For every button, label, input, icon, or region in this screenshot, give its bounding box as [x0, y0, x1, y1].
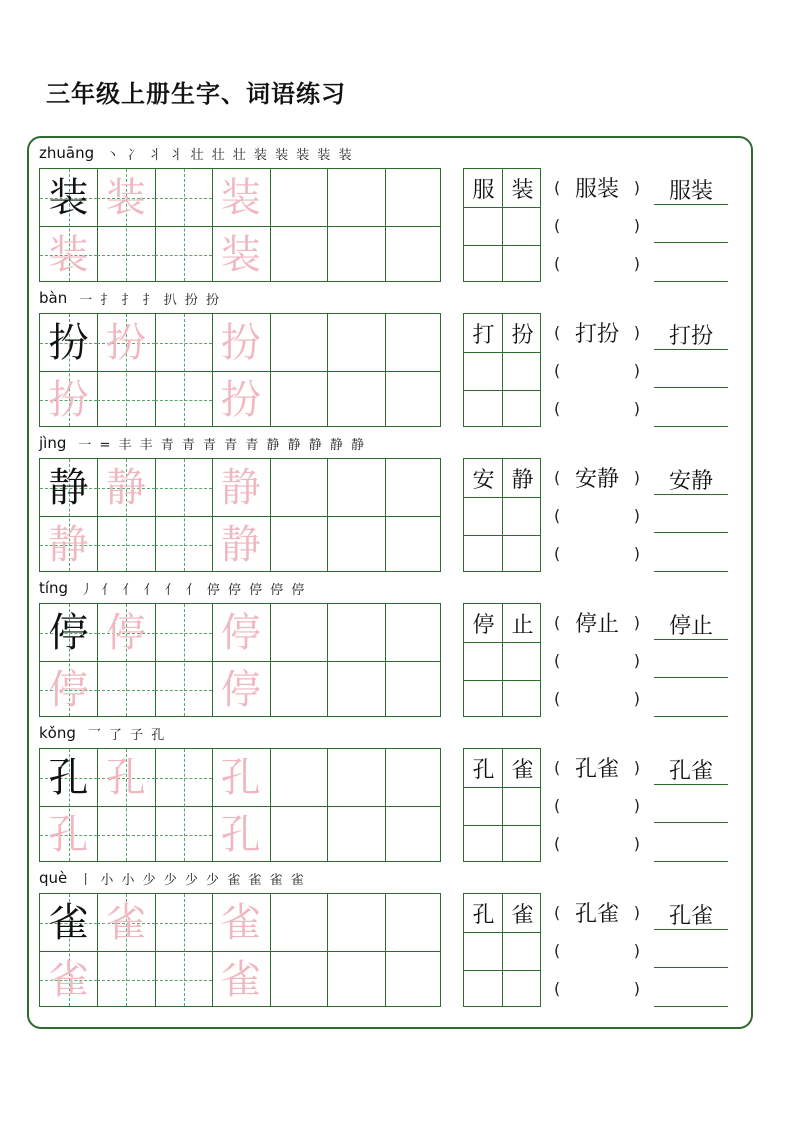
bracket-open: (	[554, 177, 561, 197]
writing-cell[interactable]	[270, 169, 327, 226]
word-grid	[463, 748, 541, 862]
bracket-blank[interactable]	[554, 213, 640, 237]
trace-character: 装	[105, 174, 146, 221]
writing-cell[interactable]	[97, 951, 154, 1008]
char-section	[0, 141, 793, 286]
answer-blank-line[interactable]	[654, 822, 728, 823]
writing-cell[interactable]	[385, 371, 442, 428]
word-character: 孔	[472, 757, 495, 783]
writing-cell[interactable]	[155, 516, 212, 573]
writing-cell[interactable]	[385, 806, 442, 863]
trace-character: 停	[220, 666, 261, 713]
trace-character: 雀	[105, 899, 146, 946]
word-grid	[463, 313, 541, 427]
answer-word: 停止	[668, 614, 713, 639]
bracket-close: )	[633, 757, 640, 777]
bracket-close: )	[633, 978, 640, 998]
grid-line	[464, 825, 540, 826]
writing-cell[interactable]	[155, 169, 212, 226]
writing-cell[interactable]	[270, 604, 327, 661]
bracket-open: (	[554, 795, 561, 815]
word-character: 安	[472, 467, 495, 493]
pinyin-row	[39, 141, 354, 165]
writing-cell[interactable]	[327, 894, 384, 951]
grid-line	[464, 245, 540, 246]
answer-word: 打扮	[668, 324, 713, 349]
bracket-close: )	[633, 833, 640, 853]
bracket-blank[interactable]	[554, 541, 640, 565]
writing-cell[interactable]	[327, 226, 384, 283]
grid-line	[464, 642, 540, 643]
bracket-open: (	[554, 940, 561, 960]
page-title: 三年级上册生字、词语练习	[46, 80, 346, 108]
word-character: 装	[511, 177, 534, 203]
trace-character: 静	[48, 521, 89, 568]
writing-cell[interactable]	[385, 604, 442, 661]
writing-cell[interactable]	[270, 894, 327, 951]
model-character: 孔	[48, 754, 89, 801]
writing-cell[interactable]	[327, 371, 384, 428]
char-section	[0, 576, 793, 721]
writing-cell[interactable]	[97, 806, 154, 863]
bracket-blank[interactable]	[554, 358, 640, 382]
writing-cell[interactable]	[385, 749, 442, 806]
writing-cell[interactable]	[155, 459, 212, 516]
trace-character: 扮	[220, 319, 261, 366]
writing-cell[interactable]	[155, 951, 212, 1008]
trace-character: 孔	[220, 811, 261, 858]
bracket-close: )	[633, 543, 640, 563]
bracket-word-text: 服装	[574, 176, 619, 202]
stroke-order: 一 扌 扌 扌 扒 扮 扮	[79, 292, 222, 308]
writing-cell[interactable]	[327, 951, 384, 1008]
bracket-open: (	[554, 467, 561, 487]
trace-character: 扮	[105, 319, 146, 366]
writing-cell[interactable]	[385, 951, 442, 1008]
answer-word: 服装	[668, 179, 713, 204]
bracket-close: )	[633, 177, 640, 197]
answer-blank-line[interactable]	[654, 426, 728, 427]
trace-character: 装	[220, 174, 261, 221]
writing-cell[interactable]	[385, 516, 442, 573]
word-character: 雀	[511, 902, 534, 928]
writing-cell[interactable]	[97, 226, 154, 283]
writing-cell[interactable]	[327, 459, 384, 516]
writing-cell[interactable]	[327, 516, 384, 573]
grid-line	[464, 787, 540, 788]
model-character: 扮	[48, 319, 89, 366]
answer-line	[654, 784, 728, 785]
writing-cell[interactable]	[155, 806, 212, 863]
bracket-word-text: 安静	[574, 466, 619, 492]
writing-cell[interactable]	[385, 661, 442, 718]
grid-line	[464, 970, 540, 971]
bracket-open: (	[554, 398, 561, 418]
bracket-word	[554, 175, 640, 202]
bracket-open: (	[554, 543, 561, 563]
writing-grid	[39, 313, 441, 427]
trace-character: 孔	[48, 811, 89, 858]
writing-cell[interactable]	[385, 459, 442, 516]
writing-grid	[39, 458, 441, 572]
bracket-word	[554, 320, 640, 347]
trace-character: 静	[220, 521, 261, 568]
writing-cell[interactable]	[327, 749, 384, 806]
model-character: 停	[48, 609, 89, 656]
word-character: 打	[472, 322, 495, 348]
pinyin-label: què	[39, 869, 68, 887]
trace-character: 扮	[48, 376, 89, 423]
word-grid	[463, 893, 541, 1007]
answer-word: 安静	[668, 469, 713, 494]
writing-cell[interactable]	[270, 749, 327, 806]
pinyin-label: zhuāng	[39, 144, 95, 162]
trace-character: 装	[48, 231, 89, 278]
answer-line	[654, 494, 728, 495]
trace-character: 雀	[48, 956, 89, 1003]
bracket-word	[554, 755, 640, 782]
writing-cell[interactable]	[155, 314, 212, 371]
bracket-open: (	[554, 215, 561, 235]
bracket-open: (	[554, 757, 561, 777]
bracket-open: (	[554, 650, 561, 670]
writing-cell[interactable]	[155, 661, 212, 718]
trace-character: 静	[220, 464, 261, 511]
bracket-close: )	[633, 215, 640, 235]
writing-cell[interactable]	[155, 371, 212, 428]
pinyin-label: jìng	[39, 434, 67, 452]
answer-blank-line[interactable]	[654, 861, 728, 862]
bracket-word-text: 孔雀	[574, 901, 619, 927]
pinyin-label: kǒng	[39, 724, 76, 742]
trace-character: 雀	[220, 956, 261, 1003]
grid-line	[464, 352, 540, 353]
bracket-word-text: 打扮	[574, 321, 619, 347]
bracket-word	[554, 610, 640, 637]
bracket-open: (	[554, 612, 561, 632]
answer-blank-line[interactable]	[654, 571, 728, 572]
word-character: 止	[511, 612, 534, 638]
writing-cell[interactable]	[385, 226, 442, 283]
pinyin-row	[39, 866, 306, 890]
trace-character: 停	[105, 609, 146, 656]
trace-character: 停	[48, 666, 89, 713]
bracket-close: )	[633, 322, 640, 342]
writing-grid	[39, 893, 441, 1007]
word-grid	[463, 458, 541, 572]
writing-cell[interactable]	[270, 661, 327, 718]
grid-line	[464, 207, 540, 208]
bracket-blank[interactable]	[554, 648, 640, 672]
answer-blank-line[interactable]	[654, 1006, 728, 1007]
writing-cell[interactable]	[385, 169, 442, 226]
writing-cell[interactable]	[270, 371, 327, 428]
writing-cell[interactable]	[155, 226, 212, 283]
writing-cell[interactable]	[155, 894, 212, 951]
answer-blank-line[interactable]	[654, 716, 728, 717]
answer-line	[654, 929, 728, 930]
pinyin-label: tíng	[39, 579, 69, 597]
bracket-blank[interactable]	[554, 503, 640, 527]
trace-character: 孔	[220, 754, 261, 801]
writing-grid	[39, 603, 441, 717]
writing-cell[interactable]	[385, 314, 442, 371]
pinyin-row	[39, 721, 166, 745]
bracket-blank[interactable]	[554, 976, 640, 1000]
bracket-blank[interactable]	[554, 396, 640, 420]
char-section	[0, 286, 793, 431]
bracket-close: )	[633, 253, 640, 273]
writing-grid	[39, 748, 441, 862]
answer-word: 孔雀	[668, 904, 713, 929]
char-section	[0, 866, 793, 1011]
bracket-blank[interactable]	[554, 831, 640, 855]
trace-character: 雀	[220, 899, 261, 946]
bracket-open: (	[554, 978, 561, 998]
model-character: 静	[48, 464, 89, 511]
stroke-order: 丶 冫 丬 丬 壮 壮 壮 装 装 装 装 装	[106, 147, 354, 163]
bracket-word-text: 孔雀	[574, 756, 619, 782]
word-character: 停	[472, 612, 495, 638]
bracket-close: )	[633, 940, 640, 960]
bracket-word	[554, 900, 640, 927]
stroke-order: 丿 亻 亻 亻 亻 亻 停 停 停 停 停	[80, 582, 307, 598]
bracket-close: )	[633, 398, 640, 418]
answer-blank-line[interactable]	[654, 281, 728, 282]
writing-cell[interactable]	[327, 806, 384, 863]
char-section	[0, 431, 793, 576]
pinyin-row	[39, 286, 221, 310]
writing-cell[interactable]	[270, 516, 327, 573]
bracket-close: )	[633, 650, 640, 670]
writing-cell[interactable]	[270, 314, 327, 371]
char-section	[0, 721, 793, 866]
bracket-close: )	[633, 612, 640, 632]
answer-blank-line[interactable]	[654, 387, 728, 388]
writing-cell[interactable]	[97, 516, 154, 573]
grid-line	[464, 535, 540, 536]
grid-line	[464, 932, 540, 933]
writing-cell[interactable]	[97, 371, 154, 428]
writing-cell[interactable]	[155, 604, 212, 661]
answer-line	[654, 639, 728, 640]
answer-blank-line[interactable]	[654, 242, 728, 243]
stroke-order: 一 = 丰 丰 青 青 青 青 青 静 静 静 静 静	[78, 437, 366, 453]
word-grid	[463, 603, 541, 717]
bracket-open: (	[554, 902, 561, 922]
writing-cell[interactable]	[270, 459, 327, 516]
bracket-word	[554, 465, 640, 492]
bracket-blank[interactable]	[554, 686, 640, 710]
bracket-open: (	[554, 688, 561, 708]
writing-cell[interactable]	[270, 951, 327, 1008]
bracket-blank[interactable]	[554, 251, 640, 275]
bracket-open: (	[554, 505, 561, 525]
writing-cell[interactable]	[270, 806, 327, 863]
bracket-close: )	[633, 467, 640, 487]
bracket-close: )	[633, 795, 640, 815]
stroke-order: 乛 了 子 孔	[87, 727, 167, 743]
pinyin-label: bàn	[39, 289, 68, 307]
grid-line	[464, 497, 540, 498]
bracket-word-text: 停止	[574, 611, 619, 637]
answer-blank-line[interactable]	[654, 967, 728, 968]
writing-cell[interactable]	[327, 661, 384, 718]
bracket-open: (	[554, 253, 561, 273]
bracket-open: (	[554, 322, 561, 342]
writing-cell[interactable]	[327, 169, 384, 226]
answer-blank-line[interactable]	[654, 677, 728, 678]
writing-cell[interactable]	[270, 226, 327, 283]
bracket-close: )	[633, 688, 640, 708]
pinyin-row	[39, 576, 306, 600]
word-grid	[463, 168, 541, 282]
trace-character: 孔	[105, 754, 146, 801]
bracket-close: )	[633, 902, 640, 922]
writing-cell[interactable]	[97, 661, 154, 718]
writing-cell[interactable]	[155, 749, 212, 806]
grid-line	[464, 390, 540, 391]
trace-character: 扮	[220, 376, 261, 423]
model-character: 装	[48, 174, 89, 221]
bracket-blank[interactable]	[554, 793, 640, 817]
bracket-close: )	[633, 360, 640, 380]
word-character: 雀	[511, 757, 534, 783]
pinyin-row	[39, 431, 366, 455]
writing-grid	[39, 168, 441, 282]
word-character: 静	[511, 467, 534, 493]
trace-character: 装	[220, 231, 261, 278]
answer-blank-line[interactable]	[654, 532, 728, 533]
writing-cell[interactable]	[327, 604, 384, 661]
grid-line	[464, 680, 540, 681]
bracket-close: )	[633, 505, 640, 525]
trace-character: 停	[220, 609, 261, 656]
bracket-open: (	[554, 833, 561, 853]
answer-word: 孔雀	[668, 759, 713, 784]
word-character: 服	[472, 177, 495, 203]
stroke-order: 丨 小 小 少 少 少 少 雀 雀 雀 雀	[79, 872, 306, 888]
writing-cell[interactable]	[327, 314, 384, 371]
word-character: 扮	[511, 322, 534, 348]
bracket-open: (	[554, 360, 561, 380]
word-character: 孔	[472, 902, 495, 928]
answer-line	[654, 204, 728, 205]
writing-cell[interactable]	[385, 894, 442, 951]
answer-line	[654, 349, 728, 350]
bracket-blank[interactable]	[554, 938, 640, 962]
trace-character: 静	[105, 464, 146, 511]
model-character: 雀	[48, 899, 89, 946]
